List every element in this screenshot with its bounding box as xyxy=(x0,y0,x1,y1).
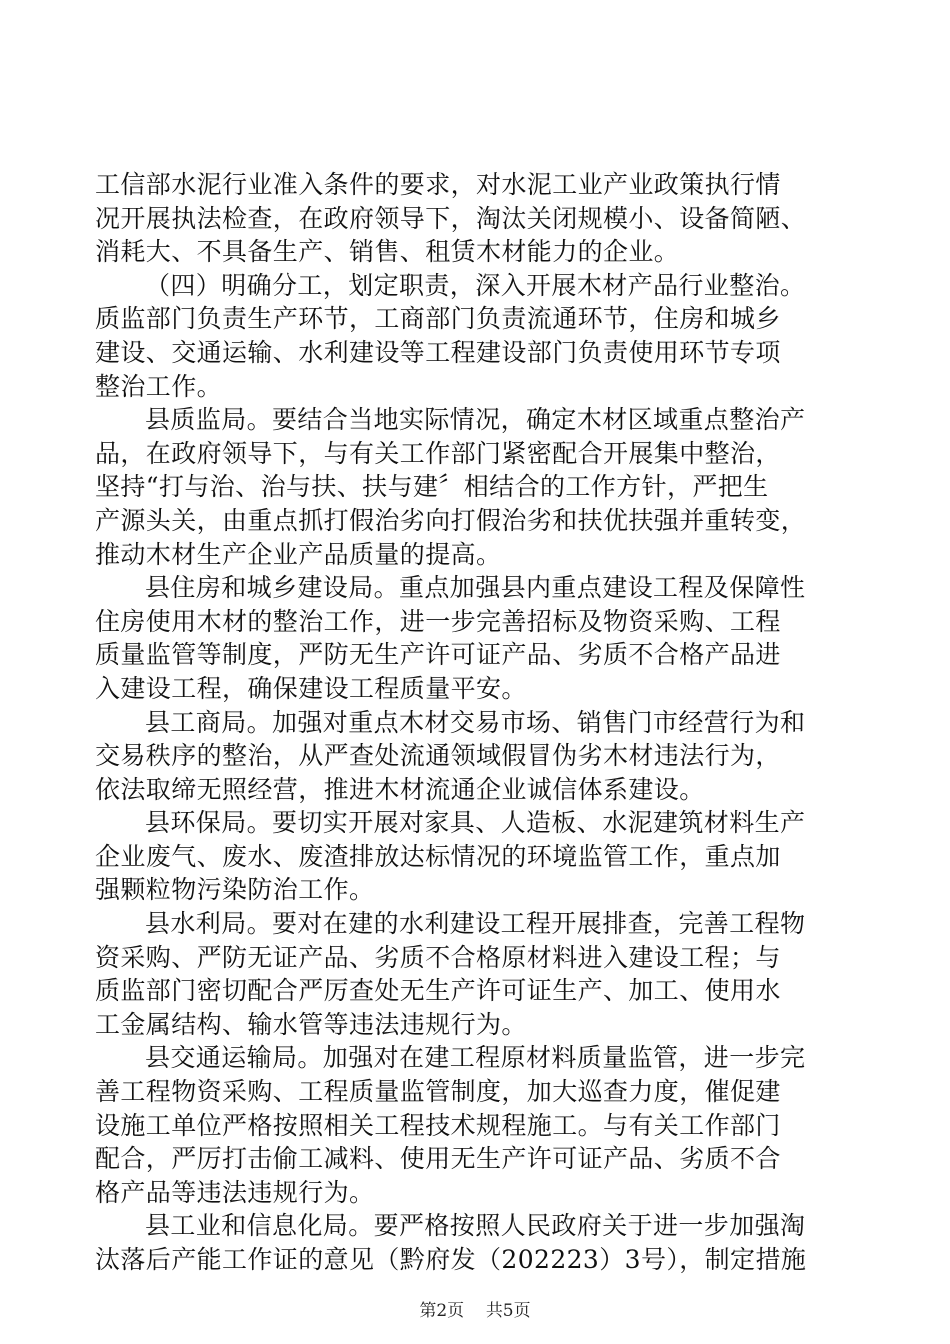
page-total: 共5页 xyxy=(485,1301,531,1321)
text-line: 县住房和城乡建设局。重点加强县内重点建设工程及保障性 xyxy=(145,573,806,603)
text-line: 县工业和信息化局。要严格按照人民政府关于进一步加强淘 xyxy=(145,1211,806,1241)
text-line: 建设、交通运输、水利建设等工程建设部门负责使用环节专项 xyxy=(95,337,781,367)
document-body xyxy=(95,168,867,1277)
text-line: 资采购、严防无证产品、劣质不合格原材料进入建设工程；与 xyxy=(95,942,781,972)
text-line: 县水利局。要对在建的水利建设工程开展排查，完善工程物 xyxy=(145,909,806,939)
text-line: 质量监管等制度，严防无生产许可证产品、劣质不合格产品进 xyxy=(95,640,781,670)
text-line: 品，在政府领导下，与有关工作部门紧密配合开展集中整治， xyxy=(95,438,781,468)
text-line: 县环保局。要切实开展对家具、人造板、水泥建筑材料生产 xyxy=(145,808,806,838)
text-line: 工信部水泥行业准入条件的要求，对水泥工业产业政策执行情 xyxy=(95,170,781,199)
text-line: 住房使用木材的整治工作，进一步完善招标及物资采购、工程 xyxy=(95,606,781,636)
text-line: 县质监局。要结合当地实际情况，确定木材区域重点整治产 xyxy=(145,405,806,435)
text-line: 县交通运输局。加强对在建工程原材料质量监管，进一步完 xyxy=(145,1043,806,1073)
text-line: 善工程物资采购、工程质量监管制度，加大巡查力度，催促建 xyxy=(95,1077,781,1107)
text-line: 交易秩序的整治，从严查处流通领域假冒伪劣木材违法行为， xyxy=(95,741,781,771)
text-line: 依法取缔无照经营，推进木材流通企业诚信体系建设。 xyxy=(95,774,705,804)
text-line: 整治工作。 xyxy=(95,371,223,401)
text-line: 汰落后产能工作证的意见（黔府发（202223）3号），制定措施 xyxy=(95,1245,807,1274)
page-footer xyxy=(0,1301,950,1321)
text-line: 消耗大、不具备生产、销售、租赁木材能力的企业。 xyxy=(95,237,680,267)
text-line: 质监部门负责生产环节，工商部门负责流通环节，住房和城乡 xyxy=(95,304,781,334)
text-line: 坚持“打与治、治与扶、扶与建〞相结合的工作方针，严把生 xyxy=(95,472,769,502)
text-line: 产源头关，由重点抓打假治劣向打假治劣和扶优扶强并重转变， xyxy=(95,505,807,535)
text-line: 格产品等违法违规行为。 xyxy=(95,1177,375,1207)
text-line: 设施工单位严格按照相关工程技术规程施工。与有关工作部门 xyxy=(95,1110,781,1140)
page-number: 第2页 xyxy=(419,1301,465,1321)
text-line: 质监部门密切配合严厉查处无生产许可证生产、加工、使用水 xyxy=(95,976,781,1006)
text-line: 配合，严厉打击偷工减料、使用无生产许可证产品、劣质不合 xyxy=(95,1144,781,1174)
text-line: 推动木材生产企业产品质量的提高。 xyxy=(95,539,502,569)
text-line: 强颗粒物污染防治工作。 xyxy=(95,875,375,905)
text-line: 县工商局。加强对重点木材交易市场、销售门市经营行为和 xyxy=(145,707,806,737)
text-line: 工金属结构、输水管等违法违规行为。 xyxy=(95,1009,527,1039)
text-line: 况开展执法检查，在政府领导下，淘汰关闭规模小、设备简陋、 xyxy=(95,203,807,233)
text-line: （四）明确分工，划定职责，深入开展木材产品行业整治。 xyxy=(145,270,806,300)
text-line: 企业废气、废水、废渣排放达标情况的环境监管工作，重点加 xyxy=(95,841,781,871)
text-line: 入建设工程，确保建设工程质量平安。 xyxy=(95,673,527,703)
